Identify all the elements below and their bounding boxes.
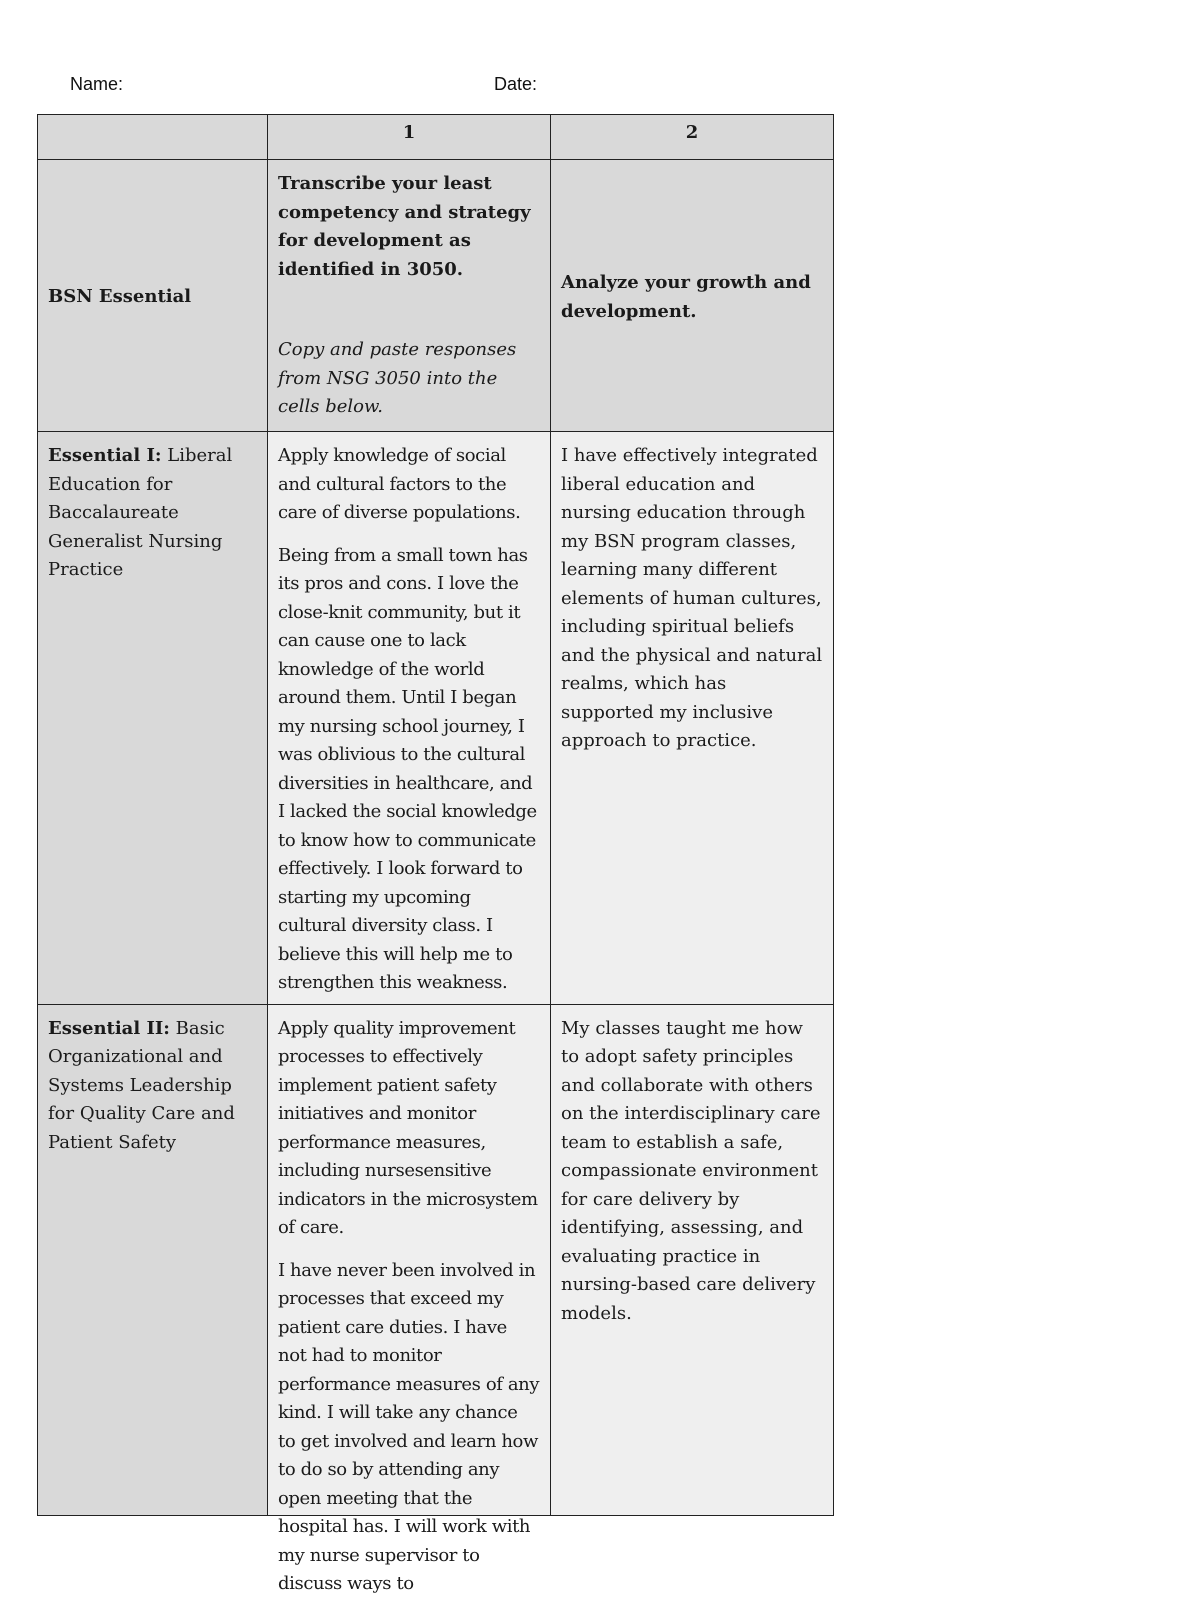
essential-cell <box>38 432 268 1005</box>
essential-cell <box>38 1004 268 1515</box>
essential-title: Liberal Education for Baccalaureate Generalist Nursing Practice <box>48 445 233 580</box>
competency-text: Apply knowledge of social and cultural factors to the care of diverse populations. <box>278 445 521 523</box>
growth-cell: My classes taught me how to adopt safety principles and collaborate with others on the interdisciplinary care team to establish a safe, compassionate environment for care delivery by identifying, assessing, and evaluating practice in nursing-based care delivery models. <box>551 1004 834 1515</box>
heading-row <box>38 160 834 432</box>
name-label: Name: <box>70 74 124 94</box>
competency-clip <box>278 1015 540 1594</box>
heading-growth: Analyze your growth and development. <box>551 160 834 432</box>
column-number-row <box>38 115 834 160</box>
strategy-text: I have never been involved in processes that exceed my patient care duties. I have not had to monitor performance measures of any kind. I will take any chance to get involved and learn how to do so by attending any open meeting that the hospital has. I will work with my nurse supervisor to discuss ways to <box>278 1259 540 1594</box>
strategy-text: Being from a small town has its pros and cons. I love the close-knit community, but it can cause one to lack knowledge of the world around them. Until I began my nursing school journey, I was oblivious to the cultural diversities in healthcare, and I lacked the social knowledge to know how to communicate effectively. I look forward to starting my upcoming cultural diversity class. I believe this will help me to strengthen this weakness. <box>278 544 537 993</box>
essential-number: Essential I: <box>48 445 162 466</box>
essentials-table <box>37 114 834 1594</box>
column-number-1: 1 <box>268 115 551 160</box>
heading-competency-text: Transcribe your least competency and strategy for development as identified in 3050. <box>278 173 531 280</box>
competency-cell <box>268 432 551 1005</box>
competency-cell <box>268 1004 551 1594</box>
heading-bsn-essential: BSN Essential <box>38 160 268 432</box>
date-label: Date: <box>494 74 538 94</box>
heading-competency-cell <box>268 160 551 432</box>
table-row <box>38 432 834 1005</box>
competency-text: Apply quality improvement processes to effectively implement patient safety initiatives and monitor performance measures, including nursesensitive indicators in the microsystem of care. <box>278 1017 538 1238</box>
column-number-blank <box>38 115 268 160</box>
essential-number: Essential II: <box>48 1017 170 1039</box>
essential-title: Basic Organizational and Systems Leadership for Quality Care and Patient Safety <box>48 1017 235 1153</box>
table-row <box>38 1004 834 1515</box>
column-number-2: 2 <box>551 115 834 160</box>
growth-cell: I have effectively integrated liberal education and nursing education through my BSN program classes, learning many different elements of human cultures, including spiritual beliefs and the physical and natural realms, which has supported my inclusive approach to practice. <box>551 432 834 1005</box>
heading-copy-note: Copy and paste responses from NSG 3050 into the cells below. <box>278 339 517 417</box>
